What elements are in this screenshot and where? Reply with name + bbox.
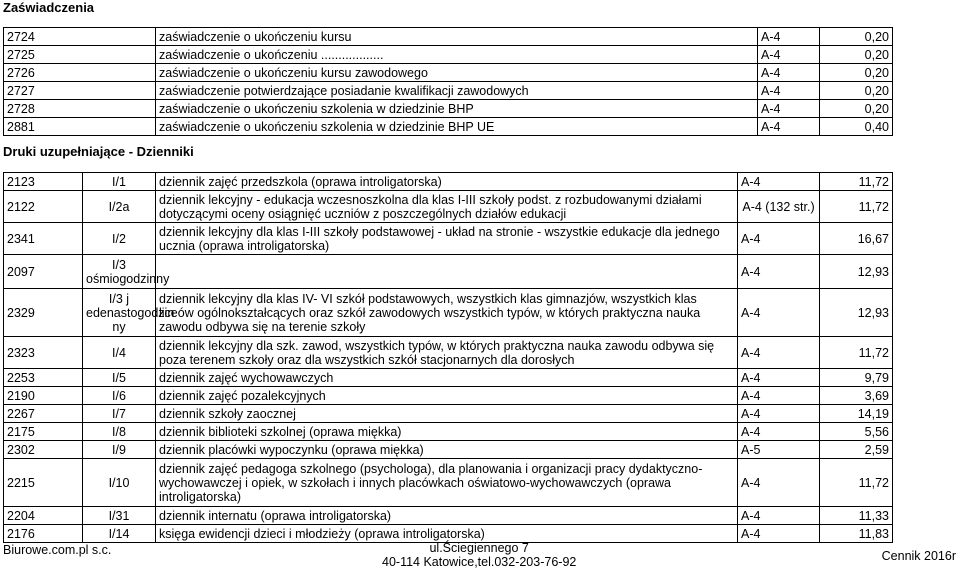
product-number: 2122 <box>4 191 83 223</box>
product-format: A-4 <box>758 46 820 64</box>
product-category: I/8 <box>83 423 156 441</box>
footer-address-city-phone: 40-114 Katowice,tel.032-203-76-92 <box>382 555 577 569</box>
section-title-zaswiadczenia: Zaświadczenia <box>3 0 95 15</box>
table-row <box>4 289 893 337</box>
product-number: 2176 <box>4 525 83 543</box>
product-format: A-4 <box>738 289 820 337</box>
product-number: 2253 <box>4 369 83 387</box>
product-number: 2329 <box>4 289 83 337</box>
product-category: I/14 <box>83 525 156 543</box>
journals-table <box>3 172 893 543</box>
product-number: 2204 <box>4 507 83 525</box>
product-format: A-5 <box>738 441 820 459</box>
table-row <box>4 507 893 525</box>
table-row <box>4 223 893 255</box>
product-price: 11,33 <box>820 507 893 525</box>
product-format: A-4 <box>758 100 820 118</box>
certificates-table <box>3 27 893 136</box>
product-format: A-4 <box>738 423 820 441</box>
product-format: A-4 <box>738 369 820 387</box>
table-row <box>4 64 893 82</box>
product-name: dziennik placówki wypoczynku (oprawa miękka) <box>156 441 738 459</box>
product-category: I/2 <box>83 223 156 255</box>
product-category: I/2a <box>83 191 156 223</box>
page-footer <box>0 540 960 570</box>
product-price: 0,20 <box>820 82 893 100</box>
product-name: dziennik internatu (oprawa introligatorska) <box>156 507 738 525</box>
product-number: 2190 <box>4 387 83 405</box>
product-price: 0,20 <box>820 64 893 82</box>
product-number: 2881 <box>4 118 156 136</box>
product-category: I/7 <box>83 405 156 423</box>
product-price: 11,72 <box>820 337 893 369</box>
product-name: zaświadczenie o ukończeniu szkolenia w dziedzinie BHP UE <box>156 118 758 136</box>
table-row <box>4 46 893 64</box>
product-number: 2323 <box>4 337 83 369</box>
product-format: A-4 <box>738 459 820 507</box>
product-format: A-4 <box>738 507 820 525</box>
product-format: A-4 <box>758 28 820 46</box>
product-category: I/3 j edenastogodzin ny <box>83 289 156 337</box>
footer-address <box>382 541 576 569</box>
product-number: 2267 <box>4 405 83 423</box>
table-row <box>4 118 893 136</box>
product-category: I/10 <box>83 459 156 507</box>
product-name: dziennik szkoły zaocznej <box>156 405 738 423</box>
product-price: 0,20 <box>820 46 893 64</box>
table-row <box>4 405 893 423</box>
product-number: 2302 <box>4 441 83 459</box>
product-price: 11,72 <box>820 173 893 191</box>
product-format: A-4 (132 str.) <box>738 191 820 223</box>
product-name: dziennik zajęć pedagoga szkolnego (psychologa), dla planowania i organizacji pracy dydaktyczno-wychowawczej i opiek, w szkołach i innych placówkach oświatowo-wychowawczych (oprawa introligatorska) <box>156 459 738 507</box>
product-price: 3,69 <box>820 387 893 405</box>
product-name: dziennik zajęć pozalekcyjnych <box>156 387 738 405</box>
footer-company: Biurowe.com.pl s.c. <box>3 543 112 557</box>
product-category: I/6 <box>83 387 156 405</box>
product-number: 2725 <box>4 46 156 64</box>
product-category: I/31 <box>83 507 156 525</box>
product-number: 2727 <box>4 82 156 100</box>
product-name: zaświadczenie o ukończeniu szkolenia w dziedzinie BHP <box>156 100 758 118</box>
product-number: 2215 <box>4 459 83 507</box>
product-price: 12,93 <box>820 255 893 289</box>
product-name: zaświadczenie o ukończeniu kursu <box>156 28 758 46</box>
product-category: I/9 <box>83 441 156 459</box>
product-number: 2097 <box>4 255 83 289</box>
product-category: I/4 <box>83 337 156 369</box>
product-name: dziennik lekcyjny - edukacja wczesnoszkolna dla klas I-III szkoły podst. z rozbudowanymi działami dotyczącymi oceny osiągnięć uczniów z poszczególnych działów edukacji <box>156 191 738 223</box>
product-price: 5,56 <box>820 423 893 441</box>
table-row <box>4 337 893 369</box>
product-price: 9,79 <box>820 369 893 387</box>
product-number: 2724 <box>4 28 156 46</box>
table-row <box>4 191 893 223</box>
table-row <box>4 459 893 507</box>
product-format: A-4 <box>758 64 820 82</box>
product-category: I/3 ośmiogodzinny <box>83 255 156 289</box>
product-name: dziennik lekcyjny dla szk. zawod, wszystkich typów, w których praktyczna nauka zawodu odbywa się poza terenem szkoły oraz dla wszystkich szkół stacjonarnych dla dorosłych <box>156 337 738 369</box>
product-price: 11,72 <box>820 191 893 223</box>
product-format: A-4 <box>738 525 820 543</box>
product-price: 0,40 <box>820 118 893 136</box>
product-price: 12,93 <box>820 289 893 337</box>
table-row <box>4 423 893 441</box>
table-row <box>4 173 893 191</box>
table-row <box>4 369 893 387</box>
footer-catalog: Cennik 2016r <box>881 549 956 563</box>
table-row <box>4 82 893 100</box>
product-name: dziennik zajęć wychowawczych <box>156 369 738 387</box>
product-format: A-4 <box>738 173 820 191</box>
product-name: dziennik biblioteki szkolnej (oprawa miękka) <box>156 423 738 441</box>
product-format: A-4 <box>738 337 820 369</box>
product-name: dziennik lekcyjny dla klas I-III szkoły podstawowej - układ na stronie - wszystkie edukacje dla jednego ucznia (oprawa introligatorska) <box>156 223 738 255</box>
product-name: księga ewidencji dzieci i młodzieży (oprawa introligatorska) <box>156 525 738 543</box>
product-format: A-4 <box>738 405 820 423</box>
product-format: A-4 <box>738 223 820 255</box>
section-title-dzienniki: Druki uzupełniające - Dzienniki <box>3 144 194 159</box>
product-number: 2175 <box>4 423 83 441</box>
product-format: A-4 <box>758 82 820 100</box>
product-name: zaświadczenie o ukończeniu .................. <box>156 46 758 64</box>
product-name: zaświadczenie o ukończeniu kursu zawodowego <box>156 64 758 82</box>
product-number: 2728 <box>4 100 156 118</box>
table-row <box>4 100 893 118</box>
product-price: 0,20 <box>820 28 893 46</box>
product-category: I/1 <box>83 173 156 191</box>
table-row <box>4 28 893 46</box>
product-price: 16,67 <box>820 223 893 255</box>
product-number: 2726 <box>4 64 156 82</box>
product-price: 2,59 <box>820 441 893 459</box>
table-row <box>4 387 893 405</box>
product-format: A-4 <box>758 118 820 136</box>
product-number: 2123 <box>4 173 83 191</box>
product-price: 0,20 <box>820 100 893 118</box>
product-format: A-4 <box>738 387 820 405</box>
product-category: I/5 <box>83 369 156 387</box>
table-row <box>4 255 893 289</box>
product-number: 2341 <box>4 223 83 255</box>
table-row <box>4 441 893 459</box>
product-price: 14,19 <box>820 405 893 423</box>
product-name: dziennik zajęć przedszkola (oprawa introligatorska) <box>156 173 738 191</box>
product-price: 11,72 <box>820 459 893 507</box>
footer-address-street: ul.Ściegiennego 7 <box>429 541 529 555</box>
product-name: zaświadczenie potwierdzające posiadanie kwalifikacji zawodowych <box>156 82 758 100</box>
product-format: A-4 <box>738 255 820 289</box>
product-name: dziennik lekcyjny dla klas IV- VI szkół podstawowych, wszystkich klas gimnazjów, wszystkich klas liceów ogólnokształcących oraz szkół zawodowych wszystkich typów, w których praktyczna nauka zawodu odbywa się na terenie szkoły <box>156 289 738 337</box>
product-name <box>156 255 738 289</box>
product-price: 11,83 <box>820 525 893 543</box>
